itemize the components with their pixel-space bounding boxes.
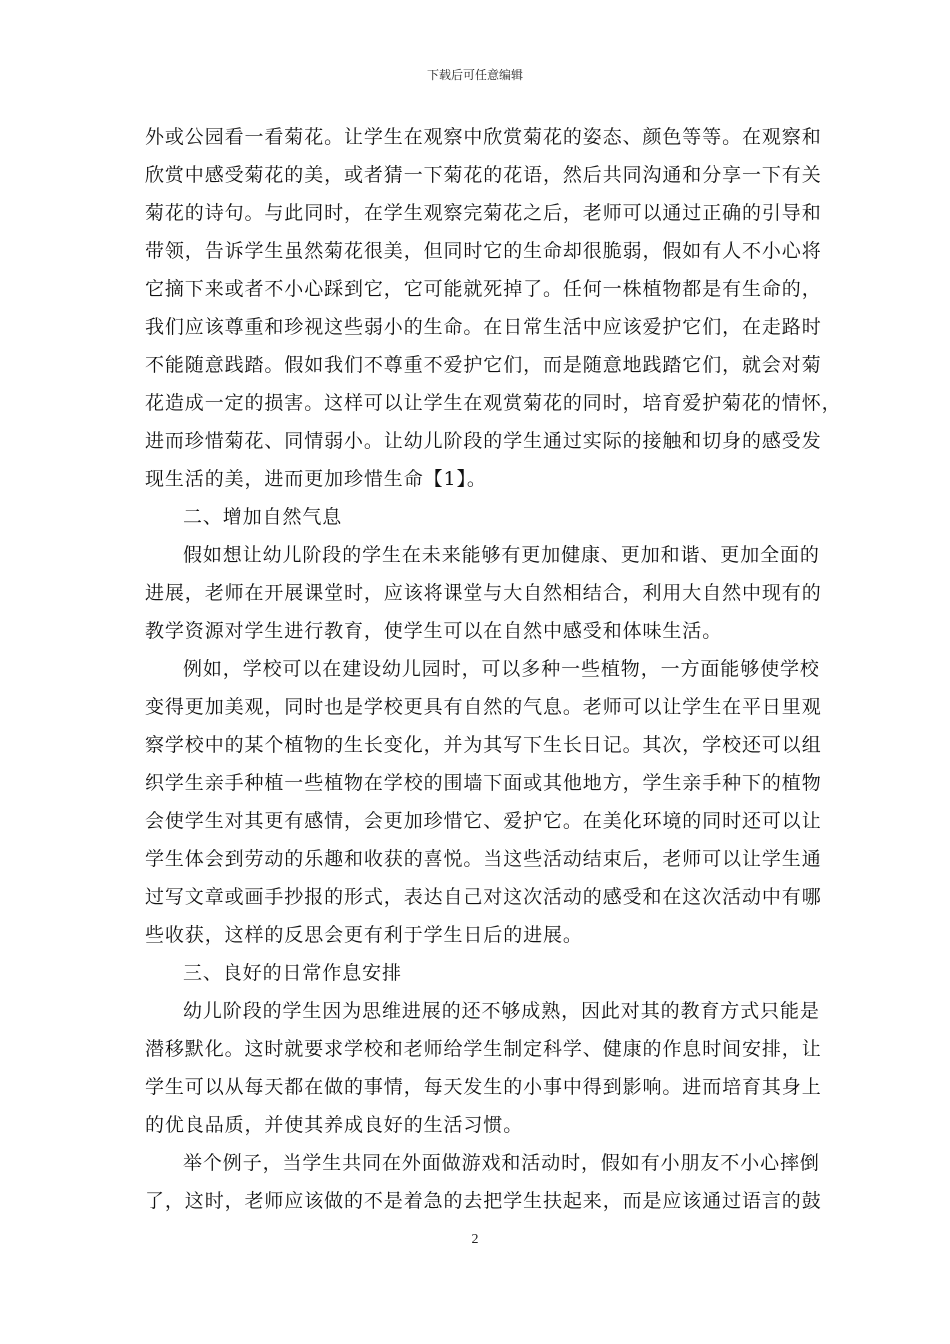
text-line: 些收获，这样的反思会更有利于学生日后的进展。 bbox=[145, 924, 583, 946]
text-line: 织学生亲手种植一些植物在学校的围墙下面或其他地方，学生亲手种下的植物 bbox=[145, 772, 822, 794]
text-line: 欣赏中感受菊花的美，或者猜一下菊花的花语，然后共同沟通和分享一下有关 bbox=[145, 164, 822, 186]
text-line: 了，这时，老师应该做的不是着急的去把学生扶起来，而是应该通过语言的鼓 bbox=[145, 1190, 822, 1212]
text-line: 不能随意践踏。假如我们不尊重不爱护它们，而是随意地践踏它们，就会对菊 bbox=[145, 354, 822, 376]
text-line: 的优良品质，并使其养成良好的生活习惯。 bbox=[145, 1114, 524, 1136]
page-number: 2 bbox=[471, 1232, 479, 1247]
section-heading: 三、良好的日常作息安排 bbox=[183, 962, 402, 984]
text-line: 幼儿阶段的学生因为思维进展的还不够成熟，因此对其的教育方式只能是 bbox=[183, 1000, 820, 1022]
text-line: 过写文章或画手抄报的形式，表达自己对这次活动的感受和在这次活动中有哪 bbox=[145, 886, 822, 908]
text-line: 例如，学校可以在建设幼儿园时，可以多种一些植物，一方面能够使学校 bbox=[183, 658, 820, 680]
text-line: 举个例子，当学生共同在外面做游戏和活动时，假如有小朋友不小心摔倒 bbox=[183, 1152, 820, 1174]
text-line: 会使学生对其更有感情，会更加珍惜它、爱护它。在美化环境的同时还可以让 bbox=[145, 810, 822, 832]
text-line: 变得更加美观，同时也是学校更具有自然的气息。老师可以让学生在平日里观 bbox=[145, 696, 822, 718]
text-line: 我们应该尊重和珍视这些弱小的生命。在日常生活中应该爱护它们，在走路时 bbox=[145, 316, 822, 338]
text-line: 菊花的诗句。与此同时，在学生观察完菊花之后，老师可以通过正确的引导和 bbox=[145, 202, 822, 224]
text-line: 学生可以从每天都在做的事情，每天发生的小事中得到影响。进而培育其身上 bbox=[145, 1076, 822, 1098]
text-line: 外或公园看一看菊花。让学生在观察中欣赏菊花的姿态、颜色等等。在观察和 bbox=[145, 126, 822, 148]
text-line: 潜移默化。这时就要求学校和老师给学生制定科学、健康的作息时间安排，让 bbox=[145, 1038, 822, 1060]
text-line: 进展，老师在开展课堂时，应该将课堂与大自然相结合，利用大自然中现有的 bbox=[145, 582, 822, 604]
text-line: 假如想让幼儿阶段的学生在未来能够有更加健康、更加和谐、更加全面的 bbox=[183, 544, 820, 566]
text-line: 花造成一定的损害。这样可以让学生在观赏菊花的同时，培育爱护菊花的情怀， bbox=[145, 392, 842, 414]
text-line: 它摘下来或者不小心踩到它，它可能就死掉了。任何一株植物都是有生命的， bbox=[145, 278, 822, 300]
page-header: 下载后可任意编辑 bbox=[426, 68, 523, 82]
text-line: 察学校中的某个植物的生长变化，并为其写下生长日记。其次，学校还可以组 bbox=[145, 734, 822, 756]
text-line: 教学资源对学生进行教育，使学生可以在自然中感受和体味生活。 bbox=[145, 620, 723, 642]
text-line: 学生体会到劳动的乐趣和收获的喜悦。当这些活动结束后，老师可以让学生通 bbox=[145, 848, 822, 870]
text-line: 现生活的美，进而更加珍惜生命【1】。 bbox=[145, 468, 487, 490]
text-line: 带领，告诉学生虽然菊花很美，但同时它的生命却很脆弱，假如有人不小心将 bbox=[145, 240, 822, 262]
text-line: 进而珍惜菊花、同情弱小。让幼儿阶段的学生通过实际的接触和切身的感受发 bbox=[145, 430, 822, 452]
section-heading: 二、增加自然气息 bbox=[183, 506, 343, 528]
